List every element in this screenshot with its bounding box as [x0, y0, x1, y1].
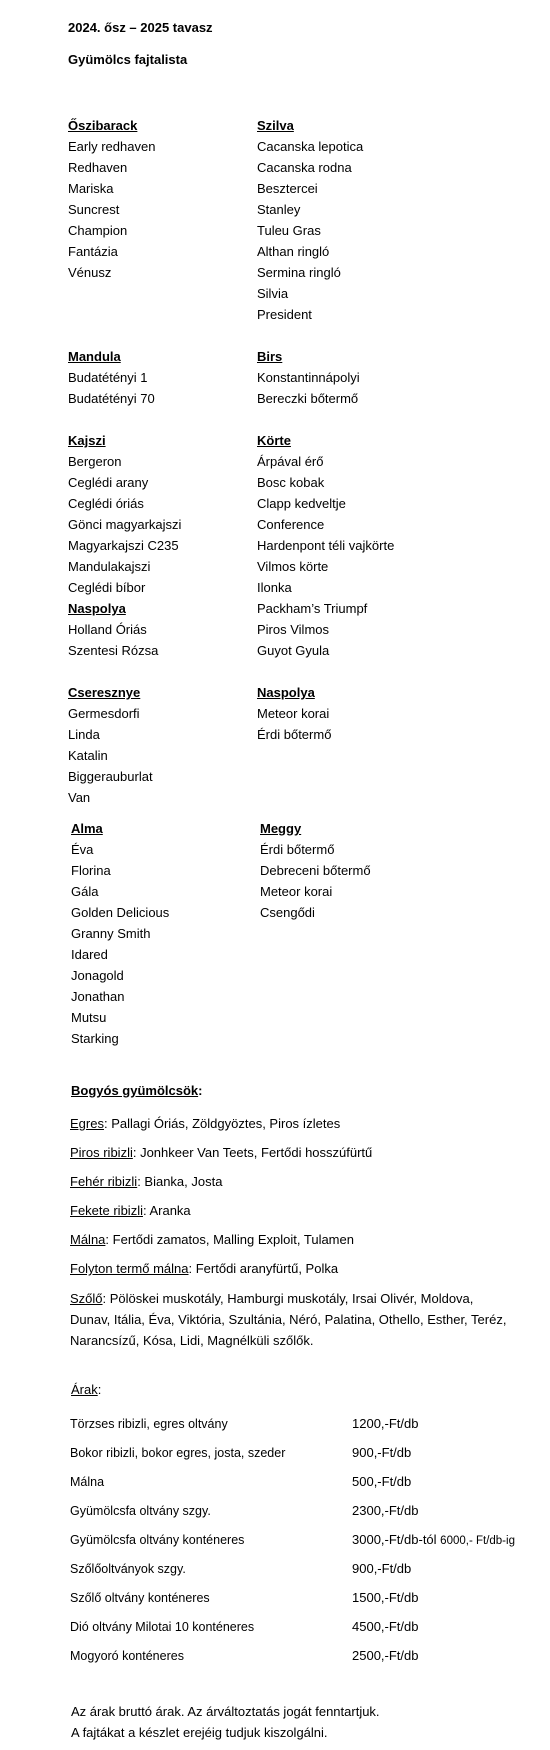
variety-item: Ceglédi óriás: [68, 496, 144, 511]
variety-item: Althan ringló: [257, 244, 330, 259]
variety-item: Biggerauburlat: [68, 769, 153, 784]
variety-item: Early redhaven: [68, 139, 156, 154]
variety-list-cseresznye: [68, 682, 153, 808]
price-label: Gyümölcsfa oltvány konténeres: [70, 1533, 245, 1547]
price-value: 900,-Ft/db: [352, 1445, 412, 1460]
variety-item: Van: [68, 790, 91, 805]
variety-list-alma: [71, 818, 169, 1049]
berry-name: Folyton termő málna: [70, 1261, 189, 1276]
berry-name: Szőlő: [70, 1291, 103, 1306]
variety-item: Golden Delicious: [71, 905, 170, 920]
variety-list-korte: [257, 430, 394, 661]
berry-line: [70, 1201, 540, 1221]
variety-item: Silvia: [257, 286, 289, 301]
variety-heading: Körte: [257, 433, 291, 448]
variety-item: Meteor korai: [260, 884, 333, 899]
variety-item: Budatétényi 70: [68, 391, 155, 406]
variety-item: Sermina ringló: [257, 265, 341, 280]
variety-item: Mutsu: [71, 1010, 107, 1025]
price-label: Szőlő oltvány konténeres: [70, 1591, 210, 1605]
variety-item: Ilonka: [257, 580, 292, 595]
price-row: [70, 1501, 550, 1521]
variety-item: Hardenpont téli vajkörte: [257, 538, 395, 553]
price-value: 1200,-Ft/db: [352, 1416, 419, 1431]
price-label: Bokor ribizli, bokor egres, josta, szeder: [70, 1446, 286, 1460]
variety-item: Csengődi: [260, 905, 315, 920]
berry-name: Fehér ribizli: [70, 1174, 138, 1189]
variety-item: Cacanska lepotica: [257, 139, 364, 154]
variety-list-kajszi: [68, 430, 181, 661]
berry-varieties: : Fertődi zamatos, Malling Exploit, Tulamen: [105, 1232, 354, 1247]
variety-item: President: [257, 307, 312, 322]
variety-item: Guyot Gyula: [257, 643, 330, 658]
variety-item: Árpával érő: [257, 454, 324, 469]
price-label: Törzses ribizli, egres oltvány: [70, 1417, 228, 1431]
price-row: [70, 1559, 550, 1579]
variety-heading: Kajszi: [68, 433, 106, 448]
season-heading: 2024. ősz – 2025 tavasz: [68, 20, 213, 35]
variety-item: Piros Vilmos: [257, 622, 330, 637]
variety-heading: Őszibarack: [68, 118, 138, 133]
price-value: 2500,-Ft/db: [352, 1648, 419, 1663]
berries-heading: Bogyós gyümölcsök:: [71, 1083, 203, 1098]
variety-heading: Birs: [257, 349, 283, 364]
variety-item: Idared: [71, 947, 108, 962]
price-value: 3000,-Ft/db-tól 6000,- Ft/db-ig: [352, 1532, 515, 1547]
variety-item: Holland Óriás: [68, 622, 147, 637]
variety-item: Germesdorfi: [68, 706, 140, 721]
berry-varieties: : Aranka: [142, 1203, 191, 1218]
footer-note: Az árak bruttó árak. Az árváltoztatás jogát fenntartjuk.: [71, 1704, 380, 1719]
berry-varieties: : Pallagi Óriás, Zöldgyöztes, Piros ízletes: [103, 1116, 341, 1131]
variety-item: Vénusz: [68, 265, 112, 280]
variety-item: Mariska: [68, 181, 114, 196]
variety-list-naspolya: [257, 682, 331, 745]
variety-heading: Alma: [71, 821, 103, 836]
berry-line: [70, 1172, 540, 1192]
price-row: [70, 1443, 550, 1463]
berry-line: [70, 1114, 540, 1134]
variety-item: Stanley: [257, 202, 301, 217]
variety-item: Mandulakajszi: [68, 559, 151, 574]
variety-list-mandula: [68, 346, 155, 409]
berry-varieties: : Pölöskei muskotály, Hamburgi muskotály, Irsai Olivér, Moldova, Dunav, Itália, Éva, Viktória, Szultánia, Néró, Palatina, Othello, Esther, Teréz, Narancsízű, Kósa, Lidi, Magnélküli szőlők.: [70, 1291, 507, 1348]
price-row: [70, 1617, 550, 1637]
variety-item: Debreceni bőtermő: [260, 863, 371, 878]
variety-heading: Meggy: [260, 821, 302, 836]
berry-name: Fekete ribizli: [70, 1203, 143, 1218]
price-label: Szőlőoltványok szgy.: [70, 1562, 186, 1576]
price-row: [70, 1472, 550, 1492]
variety-item: Florina: [71, 863, 111, 878]
variety-item: Meteor korai: [257, 706, 330, 721]
price-row: [70, 1530, 550, 1550]
variety-item: Granny Smith: [71, 926, 151, 941]
variety-item: Besztercei: [257, 181, 318, 196]
price-value: 2300,-Ft/db: [352, 1503, 419, 1518]
variety-heading: Naspolya: [257, 685, 315, 700]
price-extra: 6000,- Ft/db-ig: [440, 1535, 515, 1547]
variety-item: Bosc kobak: [257, 475, 325, 490]
variety-item: Bergeron: [68, 454, 122, 469]
berry-varieties: : Jonhkeer Van Teets, Fertődi hosszúfürtű: [132, 1145, 373, 1160]
berry-varieties: : Bianka, Josta: [137, 1174, 223, 1189]
variety-list-meggy: [260, 818, 371, 923]
berry-name: Egres: [70, 1116, 104, 1131]
price-label: Mogyoró konténeres: [70, 1649, 184, 1663]
page-title: Gyümölcs fajtalista: [68, 52, 188, 67]
variety-list-birs: [257, 346, 360, 409]
variety-item: Gála: [71, 884, 99, 899]
berry-varieties: : Fertődi aranyfürtű, Polka: [188, 1261, 339, 1276]
price-label: Málna: [70, 1475, 105, 1489]
variety-item: Linda: [68, 727, 100, 742]
variety-item: Magyarkajszi C235: [68, 538, 179, 553]
footer-note: A fajtákat a készlet erejéig tudjuk kiszolgálni.: [71, 1725, 328, 1740]
variety-item: Clapp kedveltje: [257, 496, 346, 511]
price-value: 900,-Ft/db: [352, 1561, 412, 1576]
variety-item: Budatétényi 1: [68, 370, 148, 385]
price-label: Dió oltvány Milotai 10 konténeres: [70, 1620, 255, 1634]
berry-name: Málna: [70, 1232, 106, 1247]
variety-item: Jonathan: [71, 989, 125, 1004]
price-row: [70, 1588, 550, 1608]
variety-item: Konstantinnápolyi: [257, 370, 360, 385]
variety-item: Conference: [257, 517, 325, 532]
variety-item: Ceglédi arany: [68, 475, 149, 490]
price-value: 500,-Ft/db: [352, 1474, 412, 1489]
variety-list-oszibarack: [68, 115, 155, 283]
variety-item: Tuleu Gras: [257, 223, 321, 238]
variety-heading: Mandula: [68, 349, 121, 364]
price-value: 4500,-Ft/db: [352, 1619, 419, 1634]
variety-item: Starking: [71, 1031, 119, 1046]
price-row: [70, 1414, 550, 1434]
berry-line: [70, 1143, 540, 1163]
variety-item: Packham’s Triumpf: [257, 601, 368, 616]
variety-item: Vilmos körte: [257, 559, 329, 574]
variety-item: Ceglédi bíbor: [68, 580, 146, 595]
berries-title: Bogyós gyümölcsök: [71, 1083, 199, 1098]
berry-name: Piros ribizli: [70, 1145, 133, 1160]
variety-heading: Naspolya: [68, 601, 126, 616]
variety-item: Champion: [68, 223, 128, 238]
variety-item: Gönci magyarkajszi: [68, 517, 182, 532]
price-value: 1500,-Ft/db: [352, 1590, 419, 1605]
variety-item: Érdi bőtermő: [260, 842, 335, 857]
variety-list-szilva: [257, 115, 363, 325]
berry-line: [70, 1259, 540, 1279]
variety-item: Jonagold: [71, 968, 124, 983]
variety-item: Cacanska rodna: [257, 160, 352, 175]
variety-item: Suncrest: [68, 202, 120, 217]
berry-line: [70, 1288, 510, 1351]
prices-heading: Árak:: [71, 1382, 102, 1397]
variety-item: Érdi bőtermő: [257, 727, 332, 742]
price-row: [70, 1646, 550, 1666]
price-label: Gyümölcsfa oltvány szgy.: [70, 1504, 211, 1518]
variety-heading: Szilva: [257, 118, 294, 133]
variety-item: Fantázia: [68, 244, 118, 259]
variety-heading: Cseresznye: [68, 685, 141, 700]
variety-item: Katalin: [68, 748, 108, 763]
berry-line: [70, 1230, 540, 1250]
variety-item: Redhaven: [68, 160, 128, 175]
variety-item: Szentesi Rózsa: [68, 643, 159, 658]
variety-item: Éva: [71, 842, 94, 857]
prices-title: Árak: [71, 1382, 98, 1397]
variety-item: Bereczki bőtermő: [257, 391, 359, 406]
